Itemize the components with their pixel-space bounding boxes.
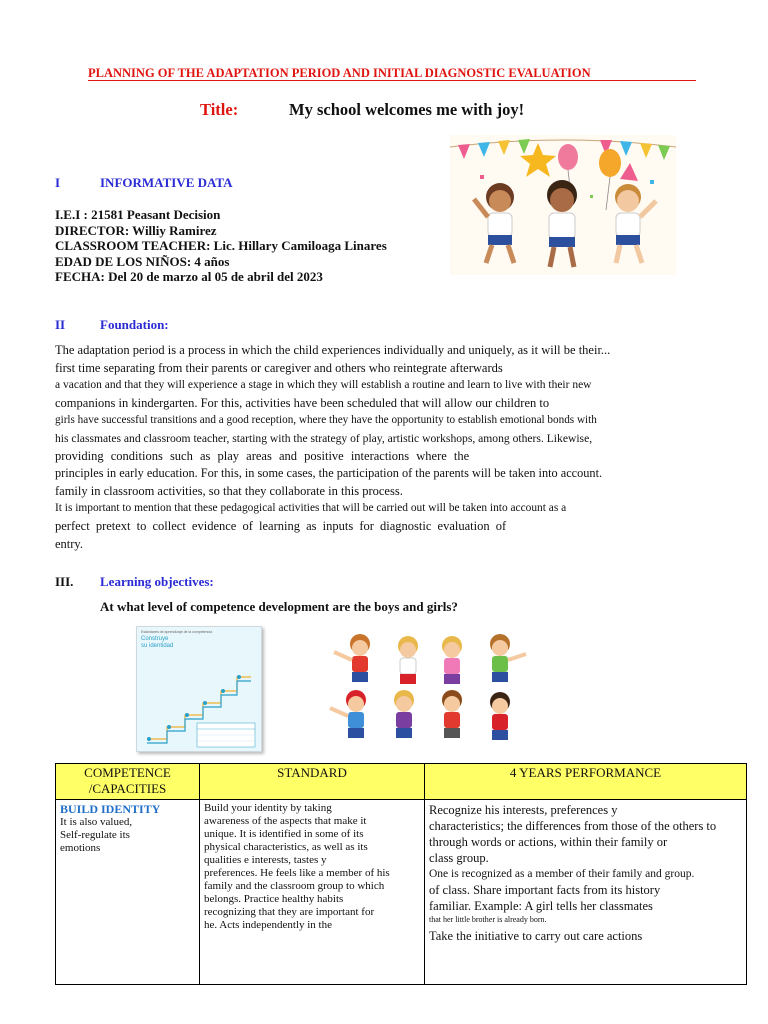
child-figure xyxy=(398,636,418,684)
competence-line: It is also valued, xyxy=(60,816,133,828)
performance-note: that her little brother is already born. xyxy=(429,915,547,924)
children-group-illustration xyxy=(320,628,536,746)
performance-line: Take the initiative to carry out care actions xyxy=(429,929,643,943)
standard-line: recognizing that they are important for xyxy=(204,906,375,918)
child-figure xyxy=(330,690,366,738)
info-teacher: CLASSROOM TEACHER: Lic. Hillary Camiloaga Linares xyxy=(55,238,387,253)
section-3-number: III. xyxy=(55,574,74,589)
child-figure xyxy=(442,690,462,738)
header-competence: COMPETENCE /CAPACITIES xyxy=(56,764,200,800)
performance-line: class group. xyxy=(429,851,489,865)
table-header-row xyxy=(56,764,747,800)
document-title: PLANNING OF THE ADAPTATION PERIOD AND INITIAL DIAGNOSTIC EVALUATION xyxy=(88,66,591,80)
performance-line: of class. Share important facts from its history xyxy=(429,883,661,897)
standard-line: unique. It is identified in some of its xyxy=(204,828,364,840)
competence-line: emotions xyxy=(60,842,101,854)
poster-header: Estándares de aprendizaje de la competencia xyxy=(141,630,213,634)
info-date: FECHA: Del 20 de marzo al 05 de abril del 2023 xyxy=(55,269,323,284)
performance-line: familiar. Example: A girl tells her classmates xyxy=(429,899,653,913)
child-figure xyxy=(490,692,510,740)
foundation-line: girls have successful transitions and a good reception, where they have the opportunity to establish emotional bonds with xyxy=(55,414,597,427)
info-children-age: EDAD DE LOS NIÑOS: 4 años xyxy=(55,253,230,269)
standard-line: physical characteristics, as well as its xyxy=(204,841,368,853)
foundation-line: principles in early education. For this, in some cases, the participation of the parents will be taken into account. xyxy=(55,466,603,481)
foundation-line: family in classroom activities, so that they collaborate in this process. xyxy=(55,483,403,498)
foundation-line: first time separating from their parents or caregiver and others who reintegrate afterwards xyxy=(55,360,503,375)
guiding-question: At what level of competence development are the boys and girls? xyxy=(100,599,458,614)
header-standard: STANDARD xyxy=(200,764,425,800)
standard-line: Build your identity by taking xyxy=(204,802,332,814)
foundation-line: a vacation and that they will experience a stage in which they will establish a routine and learn to live with their new xyxy=(55,379,592,392)
title-label: Title: xyxy=(200,100,239,119)
standard-line: family and the classroom group to which xyxy=(204,880,385,892)
staircase-graphic xyxy=(137,647,261,751)
standard-line: qualities e interests, tastes y xyxy=(204,854,327,866)
section-1-number: I xyxy=(55,175,61,190)
title-underline xyxy=(88,80,696,81)
table-row xyxy=(56,800,747,985)
foundation-line: entry. xyxy=(55,536,83,551)
foundation-line: It is important to mention that these pedagogical activities that will be carried out will be taken into account as a xyxy=(55,502,567,515)
section-3-heading: Learning objectives: xyxy=(100,574,214,589)
performance-line: characteristics; the differences from those of the others to xyxy=(429,819,717,833)
competence-standards-poster xyxy=(136,626,262,752)
standard-line: awareness of the aspects that make it xyxy=(204,815,367,827)
standard-line: he. Acts independently in the xyxy=(204,919,332,931)
foundation-line: The adaptation period is a process in which the child experiences individually and uniquely, as it will be their... xyxy=(55,343,611,357)
standard-line: preferences. He feels like a member of his xyxy=(204,867,390,879)
section-1-heading: INFORMATIVE DATA xyxy=(100,175,233,190)
performance-line: One is recognized as a member of their family and group. xyxy=(429,868,695,880)
foundation-line: perfect pretext to collect evidence of learning as inputs for diagnostic evaluation of xyxy=(55,518,507,533)
competence-cell xyxy=(56,800,200,985)
foundation-line: companions in kindergarten. For this, activities have been scheduled that will allow our children to xyxy=(55,395,550,410)
informative-data-list xyxy=(55,207,387,285)
title-value: My school welcomes me with joy! xyxy=(289,100,525,119)
celebrating-children-illustration xyxy=(450,135,676,275)
poster-title-line-2: su identidad xyxy=(141,643,174,649)
performance-cell xyxy=(425,800,747,985)
competence-title: BUILD IDENTITY xyxy=(60,802,161,816)
child-figure xyxy=(490,634,526,682)
info-school: I.E.I : 21581 Peasant Decision xyxy=(55,207,221,222)
competence-line: Self-regulate its xyxy=(60,829,130,841)
performance-line: through words or actions, within their family or xyxy=(429,835,668,849)
competence-table xyxy=(55,763,747,985)
foundation-line: his classmates and classroom teacher, starting with the strategy of play, artistic workshops, among others. Likewise, xyxy=(55,431,593,445)
section-2-heading: Foundation: xyxy=(100,317,169,332)
child-figure xyxy=(334,634,370,682)
info-director: DIRECTOR: Williy Ramirez xyxy=(55,222,217,238)
header-performance: 4 YEARS PERFORMANCE xyxy=(425,764,747,800)
child-figure xyxy=(394,690,414,738)
foundation-paragraph xyxy=(55,342,705,553)
section-2-number: II xyxy=(55,317,66,332)
standard-cell xyxy=(200,800,425,985)
poster-title-line-1: Construye xyxy=(141,636,169,642)
child-figure xyxy=(442,636,462,684)
performance-line: Recognize his interests, preferences y xyxy=(429,803,618,817)
standard-line: belongs. Practice healthy habits xyxy=(204,893,344,905)
foundation-line: providing conditions such as play areas and positive interactions where the xyxy=(55,448,470,463)
